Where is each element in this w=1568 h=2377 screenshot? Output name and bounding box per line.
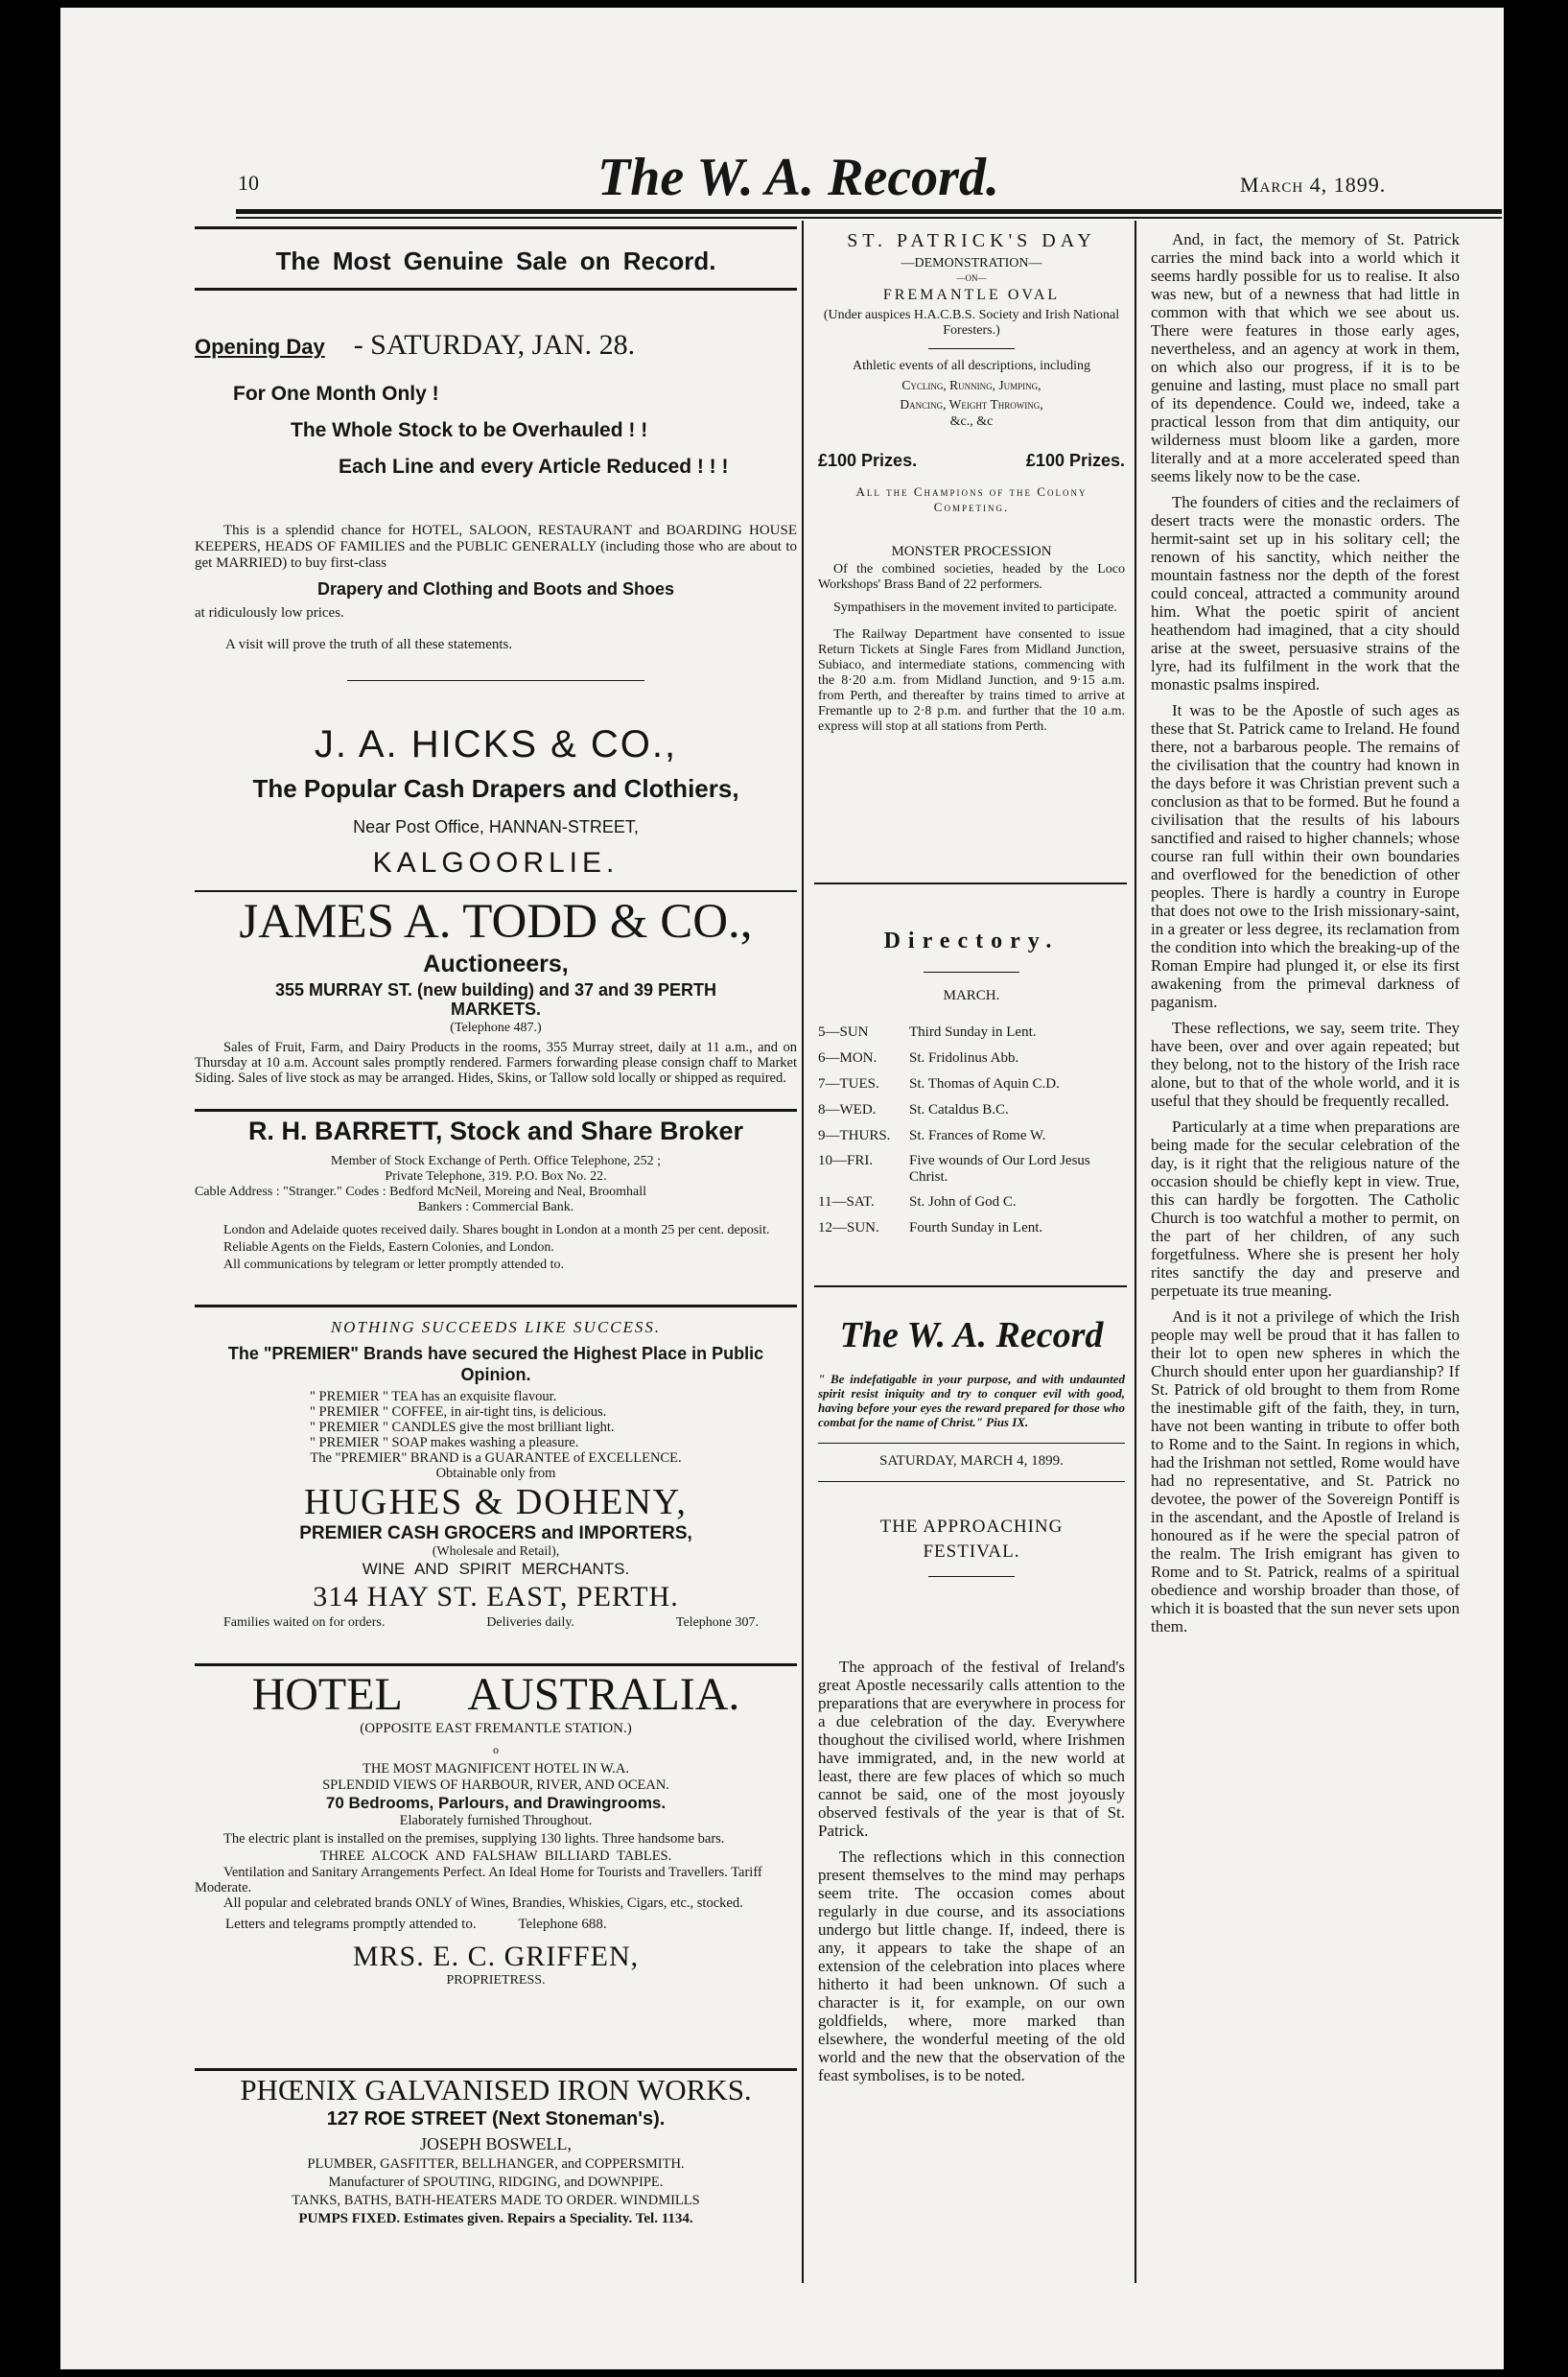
directory-row: 9—THURS. St. Frances of Rome W. [818,1128,1046,1143]
ad-separator [195,1663,797,1666]
premier-items [310,1389,797,1450]
column-divider-right [1135,221,1136,2283]
phoenix-pumps: PUMPS FIXED. Estimates given. Repairs a Speciality. Tel. 1134. [298,2211,693,2226]
phoenix-tanks: TANKS, BATHS, BATH-HEATERS MADE TO ORDER. WINDMILLS [292,2193,700,2208]
directory-row: 6—MON. St. Fridolinus Abb. [818,1050,1019,1066]
hotel-line-8: All popular and celebrated brands ONLY of Wines, Brandies, Whiskies, Cigars, etc., stocked. [223,1895,743,1911]
ad-separator [195,1305,797,1307]
hotel-line-6: THREE ALCOCK AND FALSHAW BILLIARD TABLES. [319,1848,672,1864]
premier-advertisement [195,1312,797,1631]
sale-advertisement [195,226,797,880]
todd-name: JAMES A. TODD & CO., [239,895,753,949]
directory-title: Directory. [883,929,1060,953]
editorial-paragraph: It was to be the Apostle of such ages as these that St. Patrick came to Ireland. He found there, not a barbarous people. The remains of the civilisation that the country had known in the days before it was Christian prevent such a conclusion as that to be formed. But he found a civilisation that the results of his labours sanctified and raised to higher channels; whose course ran full within their own boundaries and overflowed for the benediction of other peoples. There is hardly a country in Europe that does not owe to the Irish missionary-saint, in a greater or less degree, its reclamation from the condition into which the breaking-up of the Roman Empire had plunged it, or else its first awakening from the primeval darkness of paganism. [1151,701,1460,1011]
patrick-procession-body: Of the combined societies, headed by the Loco Workshops' Brass Band of 22 performers. [818,562,1125,592]
phoenix-name: PHŒNIX GALVANISED IRON WORKS. [240,2073,752,2106]
editorial-paragraph: These reflections, we say, seem trite. They have been, over and over again repeated; but they belong, not to the history of the Irish race alone, but to that of the whole world, and it is useful that they should be frequently recalled. [1151,1019,1460,1110]
hotel-line-1: THE MOST MAGNIFICENT HOTEL IN W.A. [362,1761,630,1777]
editorial-paragraph: And, in fact, the memory of St. Patrick carries the mind back into a world which it seems hardly possible for us to realise. It also was new, but of a newness that had little in common with that which we see about us. There were features in those early ages, nevertheless, and an agency at work in them, on which also our progress, if it is to be genuine and lasting, must place no small part of its dependence. Could we, indeed, take a practical lesson from that dim antiquity, our wilderness must bloom like a garden, more literally and at a more accelerated speed than seems likely now to be the case. [1151,230,1460,485]
sale-line-2: The Whole Stock to be Overhauled ! ! [291,419,648,441]
patrick-prize-right: £100 Prizes. [1025,451,1125,470]
premier-slogan: NOTHING SUCCEEDS LIKE SUCCESS. [330,1318,662,1336]
directory-row: 8—WED. St. Cataldus B.C. [818,1102,1009,1118]
todd-address: 355 MURRAY ST. (new building) and 37 and 39 PERTH MARKETS. [274,980,717,1019]
patrick-champions: All the Champions of the Colony Competing. [855,484,1088,514]
editorial-paragraph: Particularly at a time when preparations are being made for the secular celebration of the day, is it right that the religious nature of the occasion should be chiefly kept in view. True, this can hardly be forgotten. The Catholic Church is too watchful a mother to permit, on the part of her children, of any such forgetfulness. Where she is present her holy rites sanctify the day and preserve and perpetuate its true meaning. [1151,1118,1460,1300]
ad-separator [195,890,797,892]
patrick-title: ST. PATRICK'S DAY [847,230,1096,251]
directory-row: 5—SUN Third Sunday in Lent. [818,1024,1037,1040]
hotel-line-4: Elaborately furnished Throughout. [399,1813,593,1828]
editorial-column-middle [818,1658,1125,2092]
phoenix-trades: PLUMBER, GASFITTER, BELLHANGER, and COPPERSMITH. [307,2156,685,2172]
hughes-sub: PREMIER CASH GROCERS and IMPORTERS, [299,1523,692,1543]
editorial-column-right [1151,230,1460,1643]
patrick-procession: MONSTER PROCESSION [891,544,1052,559]
barrett-line-2: Private Telephone, 319. P.O. Box No. 22. [385,1169,607,1184]
hughes-firm-name: HUGHES & DOHENY, [304,1482,688,1522]
barrett-line-3: Cable Address : "Stranger." Codes : Bedford McNeil, Moreing and Neal, Broomhall [195,1185,647,1199]
patrick-prize-left: £100 Prizes. [818,451,918,470]
editorial-paragraph: And is it not a privilege of which the Irish people may well be proud that it has fallen to their lot to open new spheres in which the Church should enter upon her guardianship? If St. Patrick of old brought to them from Rome the inestimable gift of the faith, they, in turn, have not been wanting in tribute to offer both to Rome and to the Saint. In regions in which, had the Irishman not settled, Rome would have had no representative, and St. Patrick no devotee, the power of the Sovereign Pontiff is in the ascendant, and the Apostle of Ireland is honoured as if he were the special patron of the realm. The Irish emigrant has given to Rome and to St. Patrick, realms of a spiritual obedience and worship broader than those, of which it is boasted that the sun never sets upon them. [1151,1307,1460,1636]
section-separator [814,883,1127,884]
hicks-tagline: The Popular Cash Drapers and Clothiers, [252,774,739,803]
masthead: The W. A. Record. [597,148,999,207]
hicks-town: KALGOORLIE. [372,847,620,879]
section-separator [814,1285,1127,1287]
column-divider-left [802,221,804,2283]
phoenix-manufacturer: Manufacturer of SPOUTING, RIDGING, and DOWNPIPE. [328,2175,664,2190]
barrett-line-4: Bankers : Commercial Bank. [417,1200,574,1214]
hotel-name: HOTEL AUSTRALIA. [251,1669,740,1720]
hotel-line-7: Ventilation and Sanitary Arrangements Perfect. An Ideal Home for Tourists and Travellers. Tariff Moderate. [195,1865,762,1895]
barrett-line-6: Reliable Agents on the Fields, Eastern Colonies, and London. [223,1240,554,1255]
directory-month: MARCH. [943,988,1000,1003]
header-rule-thin [236,217,1502,219]
patrick-venue: FREMANTLE OVAL [882,287,1061,303]
editorial-paragraph: The approach of the festival of Ireland's great Apostle necessarily calls attention to the preparations that are everywhere in process for a due celebration of the day. Everywhere thoughout the civilised world, where Irishmen have immigrated, and, in the new world at least, there are few places of which so much cannot be said, one of the most joyously observed festivals of the year is that of St. Patrick. [818,1658,1125,1840]
hughes-wholesale: (Wholesale and Retail), [432,1544,560,1559]
editorial-masthead: The W. A. Record [839,1315,1104,1355]
ad-separator [195,1109,797,1112]
newspaper-page [60,8,1504,2369]
premier-item: " PREMIER " SOAP makes washing a pleasure. [310,1435,579,1450]
patrick-athletic: Athletic events of all descriptions, including [852,359,1091,373]
hughes-foot-mid: Deliveries daily. [486,1615,574,1630]
barrett-line-1: Member of Stock Exchange of Perth. Office Telephone, 252 ; [330,1154,662,1168]
sale-line-3: Each Line and every Article Reduced ! ! ! [339,456,729,478]
hughes-wine: WINE AND SPIRIT MERCHANTS. [362,1560,630,1578]
patricks-day-advertisement [818,230,1125,735]
hughes-foot-right: Telephone 307. [675,1615,759,1630]
hotel-line-5: The electric plant is installed on the premises, supplying 130 lights. Three handsome bars. [223,1831,725,1847]
hicks-address: Near Post Office, HANNAN-STREET, [353,817,639,836]
todd-telephone: (Telephone 487.) [450,1021,542,1035]
patrick-etc: &c., &c [949,414,994,429]
patrick-events-2: Dancing, Weight Throwing, [900,397,1043,412]
header-rule [236,209,1502,214]
editorial-heading-2: FESTIVAL. [923,1542,1020,1562]
barrett-name: R. H. BARRETT, Stock and Share Broker [247,1117,744,1145]
directory-row: 10—FRI. Five wounds of Our Lord Jesus Christ. [818,1153,1090,1185]
premier-guarantee: The "PREMIER" BRAND is a GUARANTEE of EXCELLENCE. [310,1450,682,1466]
barrett-advertisement [195,1117,797,1273]
sale-goods: Drapery and Clothing and Boots and Shoes [316,579,675,599]
hotel-line-2: SPLENDID VIEWS OF HARBOUR, RIVER, AND OCEAN. [322,1777,669,1793]
issue-date: March 4, 1899. [1240,173,1387,197]
sale-body: This is a splendid chance for HOTEL, SALOON, RESTAURANT and BOARDING HOUSE KEEPERS, HEADS OF FAMILIES and the PUBLIC GENERALLY (including those who are about to get MARRIED) to buy first-class [195,523,797,571]
sale-prices: at ridiculously low prices. [195,605,344,621]
directory-list [818,1020,1125,1241]
premier-headline: The "PREMIER" Brands have secured the Highest Place in Public Opinion. [227,1344,764,1384]
todd-body: Sales of Fruit, Farm, and Dairy Products in the rooms, 355 Murray street, daily at 11 a.m., and on Thursday at 10 a.m. Account sales promptly rendered. Farmers forwarding please consign chaff to Market Siding. Sales of live stock as may be arranged. Hides, Skins, or Tallow sold locally or shipped as required. [195,1040,797,1086]
premier-item: " PREMIER " COFFEE, in air-tight tins, is delicious. [310,1404,607,1420]
patrick-on: —ON— [956,273,987,283]
page-number: 10 [238,171,259,195]
hotel-line-3: 70 Bedrooms, Parlours, and Drawingrooms. [325,1794,667,1812]
editorial-dateline: SATURDAY, MARCH 4, 1899. [879,1453,1064,1469]
premier-item: " PREMIER " CANDLES give the most brilliant light. [310,1420,615,1435]
editorial-paragraph: The reflections which in this connection present themselves to the mind may perhaps seem trite. The occasion comes about regularly in due course, and its associations undergo but little change. If, indeed, there is any, it appears to take the shape of an extension of the celebration into places where hitherto it had been unknown. Of such a character is it, for example, on our own goldfields, where, more marked than elsewhere, the wonderful meeting of the old world and the new that the observation of the feast symbolises, is to be noted. [818,1847,1125,2084]
todd-role: Auctioneers, [423,951,569,977]
directory-section [818,929,1125,1241]
editorial-motto: " Be indefatigable in your purpose, and with undaunted spirit resist iniquity and try to conquer evil with good, having before your eyes the reward prepared for those who combat for the name of Christ." Pius IX. [818,1372,1125,1429]
patrick-events-1: Cycling, Running, Jumping, [901,378,1041,392]
editorial-paragraph: The founders of cities and the reclaimers of desert tracts were the monastic orders. The hermit-saint set up in his solitary cell; the renown of his sanctity, which neither the mountain fastness nor the depth of the forest could conceal, attracted a community around him. What the poetic spirit of ancient heathendom had imagined, that a city should arise at the sweet, persuasive strains of the lyre, had its fulfilment in the work that the monastic psalms inspired. [1151,493,1460,694]
hotel-proprietress: PROPRIETRESS. [446,1973,546,1988]
opening-day-label: Opening Day [195,335,325,359]
hotel-letters: Letters and telegrams promptly attended to. [225,1917,477,1932]
todd-advertisement [195,895,797,1086]
phoenix-owner: JOSEPH BOSWELL, [419,2134,572,2153]
premier-obtainable: Obtainable only from [435,1466,556,1481]
hotel-ornament: o [493,1743,499,1756]
patrick-demo: —DEMONSTRATION— [901,256,1042,271]
hicks-firm-name: J. A. HICKS & CO., [314,723,678,765]
patrick-auspices: (Under auspices H.A.C.B.S. Society and Irish National Foresters.) [823,308,1120,338]
directory-row: 11—SAT. St. John of God C. [818,1194,1017,1210]
hotel-proprietor: MRS. E. C. GRIFFEN, [352,1941,640,1972]
editorial-head [818,1314,1125,1577]
sale-title: The Most Genuine Sale on Record. [275,247,716,275]
premier-item: " PREMIER " TEA has an exquisite flavour. [310,1389,557,1404]
hughes-foot-left: Families waited on for orders. [223,1615,386,1630]
barrett-line-5: London and Adelaide quotes received daily. Shares bought in London at a month 25 per cent. deposit. [223,1223,770,1237]
hotel-opposite: (OPPOSITE EAST FREMANTLE STATION.) [360,1721,632,1736]
patrick-invite: Sympathisers in the movement invited to participate. [833,600,1117,615]
phoenix-address: 127 ROE STREET (Next Stoneman's). [326,2108,666,2130]
editorial-heading-1: THE APPROACHING [879,1517,1064,1537]
barrett-line-7: All communications by telegram or letter promptly attended to. [223,1258,564,1272]
hughes-address: 314 HAY ST. EAST, PERTH. [313,1581,679,1612]
directory-row: 7—TUES. St. Thomas of Aquin C.D. [818,1076,1060,1092]
patrick-railway: The Railway Department have consented to issue Return Tickets at Single Fares from Midland Junction, Subiaco, and intermediate stations, commencing with the 8·20 a.m. from Midland Junction, and 9·15 a.m. from Perth, and thereafter by trains timed to arrive at Fremantle up to 2·8 p.m. and further that the 10 a.m. express will stop at all stations from Perth. [818,627,1125,734]
directory-row: 12—SUN. Fourth Sunday in Lent. [818,1220,1043,1236]
hotel-advertisement [195,1669,797,1989]
sale-visit: A visit will prove the truth of all these statements. [225,637,513,652]
sale-line-1: For One Month Only ! [233,383,439,405]
opening-date: - SATURDAY, JAN. 28. [353,329,636,361]
ad-separator [195,2068,797,2071]
phoenix-advertisement [195,2072,797,2227]
hotel-telephone: Telephone 688. [518,1917,607,1932]
